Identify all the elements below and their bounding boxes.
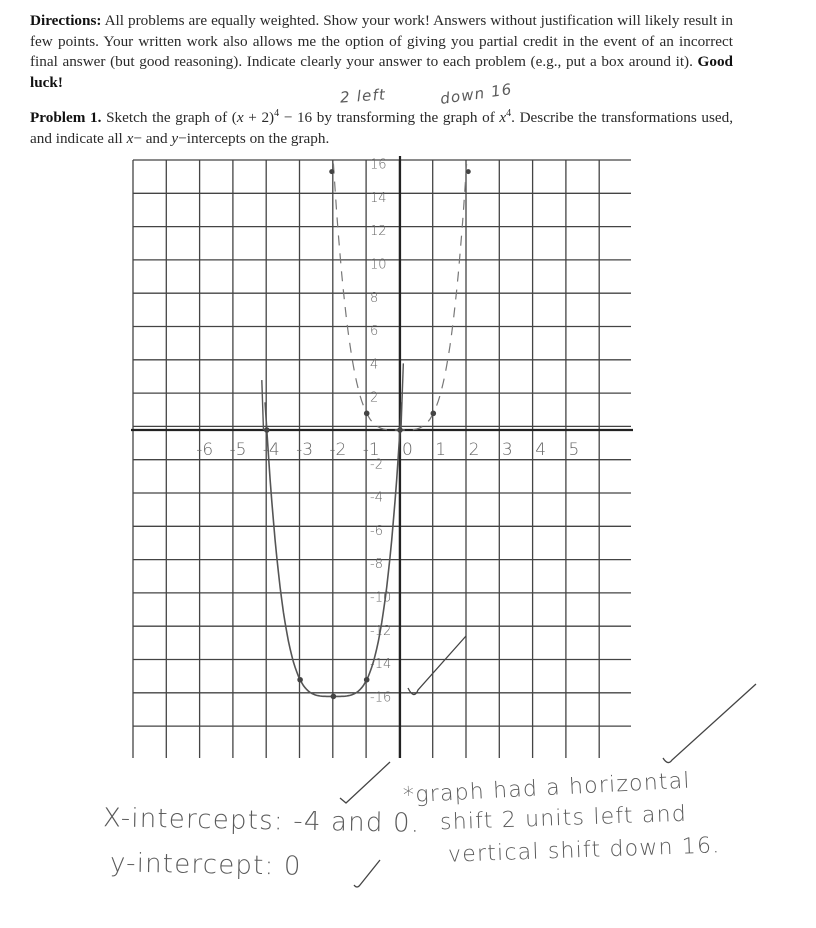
problem-text-e: − and: [133, 129, 172, 147]
problem-label: Problem 1.: [30, 109, 102, 126]
y-tick-label: -6: [370, 523, 383, 539]
check-mark: [408, 636, 466, 695]
curve-extension-right: [401, 363, 403, 430]
problem-exponent-b: 4: [506, 107, 512, 119]
x-tick-label: 4: [535, 440, 547, 460]
y-tick-label: 2: [370, 390, 379, 406]
problem-var-x2: x: [499, 109, 507, 126]
problem-text-d: . Describe the transformations used, and indicate all: [30, 109, 734, 147]
plotted-point: [331, 694, 337, 700]
plotted-point: [264, 427, 270, 433]
problem-var-y: y: [171, 129, 179, 147]
y-tick-label: -10: [370, 590, 392, 606]
plotted-point: [329, 169, 334, 174]
plotted-point: [364, 411, 370, 417]
problem-text-a: Sketch the graph of (: [106, 109, 237, 126]
check-mark: [354, 860, 380, 887]
problem-exponent-a: 4: [274, 107, 280, 119]
shift-left-annotation: 2 left: [339, 85, 387, 107]
check-mark: [340, 762, 390, 803]
x-intercepts-answer: X-intercepts: -4 and 0.: [102, 803, 421, 839]
x-tick-label: -6: [196, 440, 214, 460]
y-tick-label: -4: [370, 490, 383, 506]
y-tick-label: 14: [370, 190, 387, 206]
problem-text-f: −intercepts on the graph.: [178, 129, 330, 147]
y-tick-label: -2: [370, 457, 383, 473]
transformation-note-line-1: *graph had a horizontal: [402, 768, 692, 809]
y-intercept-answer: y-intercept: 0: [109, 848, 302, 882]
plotted-point: [431, 411, 437, 417]
x-tick-label: -2: [329, 440, 347, 460]
shift-down-annotation: down 16: [439, 80, 514, 108]
x-tick-label: -1: [362, 440, 380, 460]
curve-extension-left: [262, 380, 264, 430]
good-luck-text: Good luck!: [30, 53, 733, 91]
y-tick-label: 4: [370, 357, 379, 373]
x-tick-label: -5: [229, 440, 247, 460]
x-tick-label: 5: [568, 440, 580, 460]
x-tick-label: 2: [468, 440, 480, 460]
y-tick-label: 10: [370, 257, 387, 273]
transformation-note-line-3: vertical shift down 16.: [447, 833, 721, 868]
y-tick-label: -14: [370, 657, 392, 673]
y-tick-label: -12: [370, 623, 392, 639]
plotted-point: [397, 427, 403, 433]
y-tick-label: 6: [370, 324, 379, 340]
problem-var-x: x: [236, 109, 244, 126]
plotted-point: [297, 677, 303, 683]
x-tick-labels: [196, 440, 579, 460]
x-tick-label: -3: [296, 440, 314, 460]
y-tick-label: -8: [370, 557, 383, 573]
plotted-point: [364, 677, 370, 683]
x-tick-label: 0: [402, 440, 413, 460]
x-tick-label: 1: [435, 440, 447, 460]
problem-var-x3: x: [126, 129, 134, 147]
y-tick-label: 16: [370, 157, 387, 173]
y-tick-label: -16: [370, 690, 392, 706]
problem-text-b: + 2): [243, 109, 275, 126]
x-tick-label: 3: [501, 440, 513, 460]
plotted-point: [466, 169, 471, 174]
problem-text-c: − 16 by transforming the graph of: [279, 109, 500, 126]
y-tick-labels: [370, 158, 391, 706]
y-tick-label: 8: [370, 290, 379, 306]
directions-text: All problems are equally weighted. Show your work! Answers without justification will likely result in few points. Your written work also allows me the option of giving you partial credit in the event of an incorrect final answer (but good reasoning). Indicate clearly your answer to each problem (e.g., put a box around it).: [30, 12, 733, 70]
check-mark: [663, 684, 756, 763]
y-tick-label: 12: [370, 224, 387, 240]
x-tick-label: -4: [262, 440, 280, 460]
directions-label: Directions:: [30, 12, 102, 29]
transformation-note-line-2: shift 2 units left and: [439, 801, 688, 836]
